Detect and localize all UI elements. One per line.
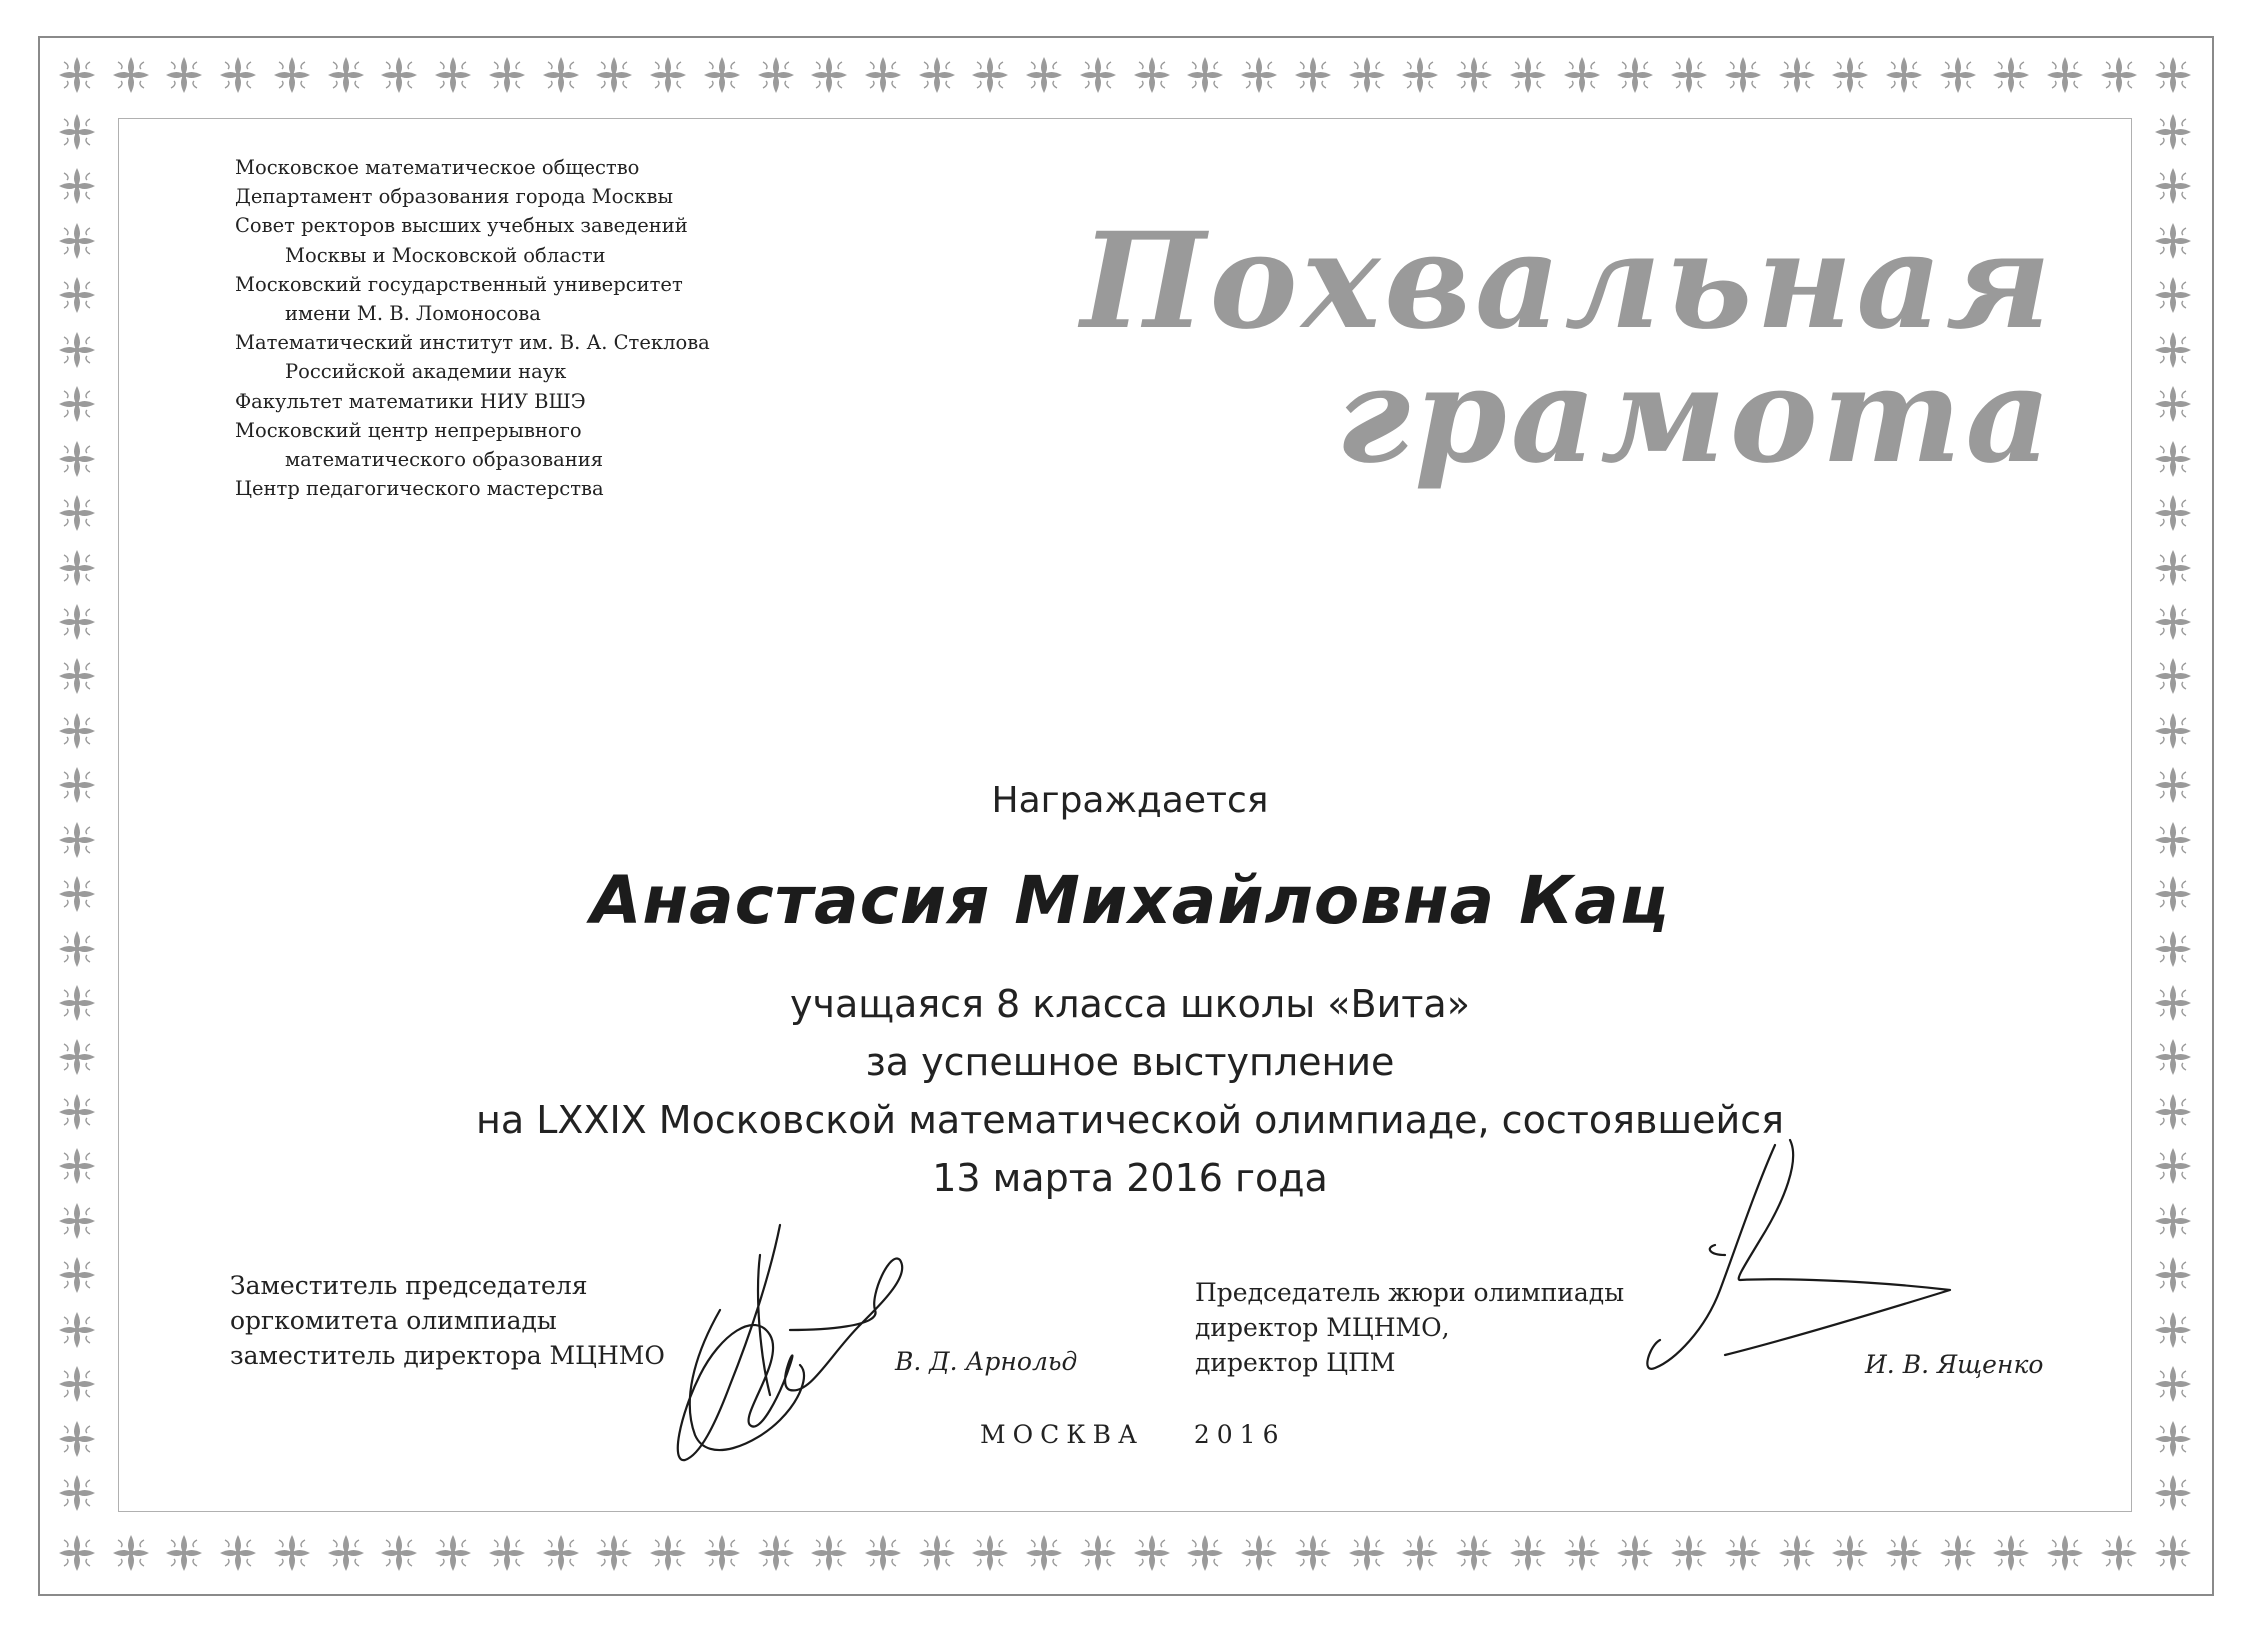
floral-ornament-icon <box>1989 1531 2033 1575</box>
floral-ornament-icon <box>807 1531 851 1575</box>
floral-ornament-icon <box>2043 1531 2087 1575</box>
floral-ornament-icon <box>485 1531 529 1575</box>
organization-line: математического образования <box>285 448 603 472</box>
floral-ornament-icon <box>2151 273 2195 317</box>
floral-ornament-icon <box>968 53 1012 97</box>
signatory-right-name: И. В. Ященко <box>1865 1350 2044 1379</box>
floral-ornament-icon <box>539 1531 583 1575</box>
floral-ornament-icon <box>1345 1531 1389 1575</box>
floral-ornament-icon <box>55 1199 99 1243</box>
floral-ornament-icon <box>55 709 99 753</box>
floral-ornament-icon <box>2151 600 2195 644</box>
organizations-list <box>235 153 710 503</box>
floral-ornament-icon <box>1721 53 1765 97</box>
floral-ornament-icon <box>55 382 99 426</box>
floral-ornament-icon <box>2151 654 2195 698</box>
signatory-left-line: оргкомитета олимпиады <box>230 1306 557 1335</box>
floral-ornament-icon <box>55 1035 99 1079</box>
organization-line: Совет ректоров высших учебных заведений <box>235 214 688 238</box>
floral-ornament-icon <box>324 1531 368 1575</box>
floral-ornament-icon <box>55 1471 99 1515</box>
floral-ornament-icon <box>861 53 905 97</box>
floral-ornament-icon <box>2151 1199 2195 1243</box>
floral-ornament-icon <box>55 437 99 481</box>
floral-ornament-icon <box>1613 1531 1657 1575</box>
floral-ornament-icon <box>55 1362 99 1406</box>
floral-ornament-icon <box>2151 1417 2195 1461</box>
signatory-right-line: директор ЦПМ <box>1195 1348 1396 1377</box>
organization-line: Московский центр непрерывного <box>235 418 582 442</box>
signatory-left-title <box>230 1268 665 1373</box>
certificate-title <box>1080 204 2055 493</box>
floral-ornament-icon <box>55 328 99 372</box>
floral-ornament-icon <box>1560 53 1604 97</box>
floral-ornament-icon <box>1828 1531 1872 1575</box>
organization-line: Московский государственный университет <box>235 272 683 296</box>
floral-ornament-icon <box>55 110 99 154</box>
floral-ornament-icon <box>2151 818 2195 862</box>
floral-ornament-icon <box>1560 1531 1604 1575</box>
floral-ornament-icon <box>2151 491 2195 535</box>
floral-ornament-icon <box>431 1531 475 1575</box>
floral-ornament-icon <box>2151 1362 2195 1406</box>
floral-ornament-icon <box>1237 53 1281 97</box>
floral-ornament-icon <box>162 53 206 97</box>
floral-ornament-icon <box>1130 1531 1174 1575</box>
floral-ornament-icon <box>1721 1531 1765 1575</box>
organization-line: Российской академии наук <box>285 360 567 384</box>
floral-ornament-icon <box>2151 1471 2195 1515</box>
floral-ornament-icon <box>377 1531 421 1575</box>
floral-ornament-icon <box>55 546 99 590</box>
floral-ornament-icon <box>2151 709 2195 753</box>
floral-ornament-icon <box>55 1090 99 1134</box>
city: МОСКВА <box>980 1420 1144 1449</box>
floral-ornament-icon <box>2151 53 2195 97</box>
floral-ornament-icon <box>2151 546 2195 590</box>
floral-ornament-icon <box>915 53 959 97</box>
organization-line: Московское математическое общество <box>235 156 640 179</box>
awarded-label: Награждается <box>991 780 1269 821</box>
signatory-right-line: директор МЦНМО, <box>1195 1313 1450 1342</box>
floral-ornament-icon <box>646 53 690 97</box>
floral-ornament-icon <box>1882 1531 1926 1575</box>
floral-ornament-icon <box>324 53 368 97</box>
floral-ornament-icon <box>1076 53 1120 97</box>
organization-line: Математический институт им. В. А. Стеклова <box>235 331 710 355</box>
floral-ornament-icon <box>754 53 798 97</box>
floral-ornament-icon <box>55 927 99 971</box>
floral-ornament-icon <box>55 654 99 698</box>
floral-ornament-icon <box>1398 1531 1442 1575</box>
floral-ornament-icon <box>2151 437 2195 481</box>
floral-ornament-icon <box>2151 927 2195 971</box>
floral-ornament-icon <box>1183 53 1227 97</box>
year: 2016 <box>1193 1420 1286 1449</box>
floral-ornament-icon <box>700 1531 744 1575</box>
floral-ornament-icon <box>2151 382 2195 426</box>
signatory-left-name: В. Д. Арнольд <box>895 1347 1078 1376</box>
floral-ornament-icon <box>55 1144 99 1188</box>
floral-ornament-icon <box>2151 763 2195 807</box>
floral-ornament-icon <box>1882 53 1926 97</box>
floral-ornament-icon <box>2151 1253 2195 1297</box>
floral-ornament-icon <box>1345 53 1389 97</box>
floral-ornament-icon <box>55 1253 99 1297</box>
floral-ornament-icon <box>1183 1531 1227 1575</box>
floral-ornament-icon <box>2151 110 2195 154</box>
title-line-1: Похвальная <box>1080 204 2055 359</box>
organization-line: имени М. В. Ломоносова <box>285 302 541 326</box>
floral-ornament-icon <box>1022 1531 1066 1575</box>
reason-line: за успешное выступление <box>865 1040 1395 1084</box>
floral-ornament-icon <box>55 1531 99 1575</box>
floral-ornament-icon <box>216 53 260 97</box>
floral-ornament-icon <box>2151 219 2195 263</box>
floral-ornament-icon <box>754 1531 798 1575</box>
organization-line: Москвы и Московской области <box>285 243 606 267</box>
floral-ornament-icon <box>2151 872 2195 916</box>
signature-left-icon <box>660 1215 920 1475</box>
floral-ornament-icon <box>1613 53 1657 97</box>
floral-ornament-icon <box>2097 1531 2141 1575</box>
border-bottom <box>55 1518 2195 1588</box>
signatory-right-title <box>1195 1275 1624 1380</box>
border-left <box>42 110 112 1515</box>
floral-ornament-icon <box>1398 53 1442 97</box>
floral-ornament-icon <box>1291 1531 1335 1575</box>
floral-ornament-icon <box>162 1531 206 1575</box>
organization-line: Департамент образования города Москвы <box>235 185 673 209</box>
border-right <box>2138 110 2208 1515</box>
floral-ornament-icon <box>2043 53 2087 97</box>
floral-ornament-icon <box>1506 1531 1550 1575</box>
floral-ornament-icon <box>377 53 421 97</box>
floral-ornament-icon <box>2151 1531 2195 1575</box>
floral-ornament-icon <box>1775 53 1819 97</box>
floral-ornament-icon <box>1022 53 1066 97</box>
reason-line: учащаяся 8 класса школы «Вита» <box>790 982 1470 1026</box>
floral-ornament-icon <box>55 491 99 535</box>
floral-ornament-icon <box>270 53 314 97</box>
floral-ornament-icon <box>915 1531 959 1575</box>
floral-ornament-icon <box>1291 53 1335 97</box>
reason-line: 13 марта 2016 года <box>932 1156 1328 1200</box>
floral-ornament-icon <box>55 981 99 1025</box>
floral-ornament-icon <box>109 1531 153 1575</box>
floral-ornament-icon <box>1237 1531 1281 1575</box>
floral-ornament-icon <box>2097 53 2141 97</box>
floral-ornament-icon <box>592 53 636 97</box>
signatory-left-line: заместитель директора МЦНМО <box>230 1341 665 1370</box>
recipient-name: Анастасия Михайловна Кац <box>590 862 1670 939</box>
floral-ornament-icon <box>55 219 99 263</box>
floral-ornament-icon <box>109 53 153 97</box>
floral-ornament-icon <box>2151 1035 2195 1079</box>
floral-ornament-icon <box>1667 1531 1711 1575</box>
floral-ornament-icon <box>2151 1090 2195 1134</box>
organization-line: Факультет математики НИУ ВШЭ <box>235 389 586 413</box>
floral-ornament-icon <box>55 53 99 97</box>
floral-ornament-icon <box>1130 53 1174 97</box>
city-year <box>980 1420 1286 1449</box>
floral-ornament-icon <box>431 53 475 97</box>
floral-ornament-icon <box>55 600 99 644</box>
floral-ornament-icon <box>700 53 744 97</box>
floral-ornament-icon <box>485 53 529 97</box>
signatory-left-line: Заместитель председателя <box>230 1271 588 1300</box>
floral-ornament-icon <box>55 1308 99 1352</box>
floral-ornament-icon <box>270 1531 314 1575</box>
floral-ornament-icon <box>55 1417 99 1461</box>
floral-ornament-icon <box>2151 1144 2195 1188</box>
signatory-right-line: Председатель жюри олимпиады <box>1195 1278 1625 1307</box>
signature-right-icon <box>1635 1130 1965 1380</box>
border-top <box>55 40 2195 110</box>
floral-ornament-icon <box>216 1531 260 1575</box>
floral-ornament-icon <box>2151 328 2195 372</box>
floral-ornament-icon <box>1989 53 2033 97</box>
floral-ornament-icon <box>807 53 851 97</box>
floral-ornament-icon <box>539 53 583 97</box>
reason-line: на LXXIX Московской математической олимпиаде, состоявшейся <box>476 1098 1784 1142</box>
floral-ornament-icon <box>55 164 99 208</box>
floral-ornament-icon <box>646 1531 690 1575</box>
floral-ornament-icon <box>1936 1531 1980 1575</box>
floral-ornament-icon <box>1452 53 1496 97</box>
title-line-2: грамота <box>1336 338 2055 493</box>
floral-ornament-icon <box>1667 53 1711 97</box>
floral-ornament-icon <box>55 273 99 317</box>
organization-line: Центр педагогического мастерства <box>235 477 604 501</box>
floral-ornament-icon <box>1936 53 1980 97</box>
floral-ornament-icon <box>2151 164 2195 208</box>
floral-ornament-icon <box>2151 981 2195 1025</box>
floral-ornament-icon <box>55 872 99 916</box>
floral-ornament-icon <box>1828 53 1872 97</box>
floral-ornament-icon <box>1452 1531 1496 1575</box>
floral-ornament-icon <box>55 818 99 862</box>
floral-ornament-icon <box>55 763 99 807</box>
floral-ornament-icon <box>968 1531 1012 1575</box>
floral-ornament-icon <box>1076 1531 1120 1575</box>
floral-ornament-icon <box>861 1531 905 1575</box>
floral-ornament-icon <box>1506 53 1550 97</box>
floral-ornament-icon <box>2151 1308 2195 1352</box>
floral-ornament-icon <box>592 1531 636 1575</box>
floral-ornament-icon <box>1775 1531 1819 1575</box>
